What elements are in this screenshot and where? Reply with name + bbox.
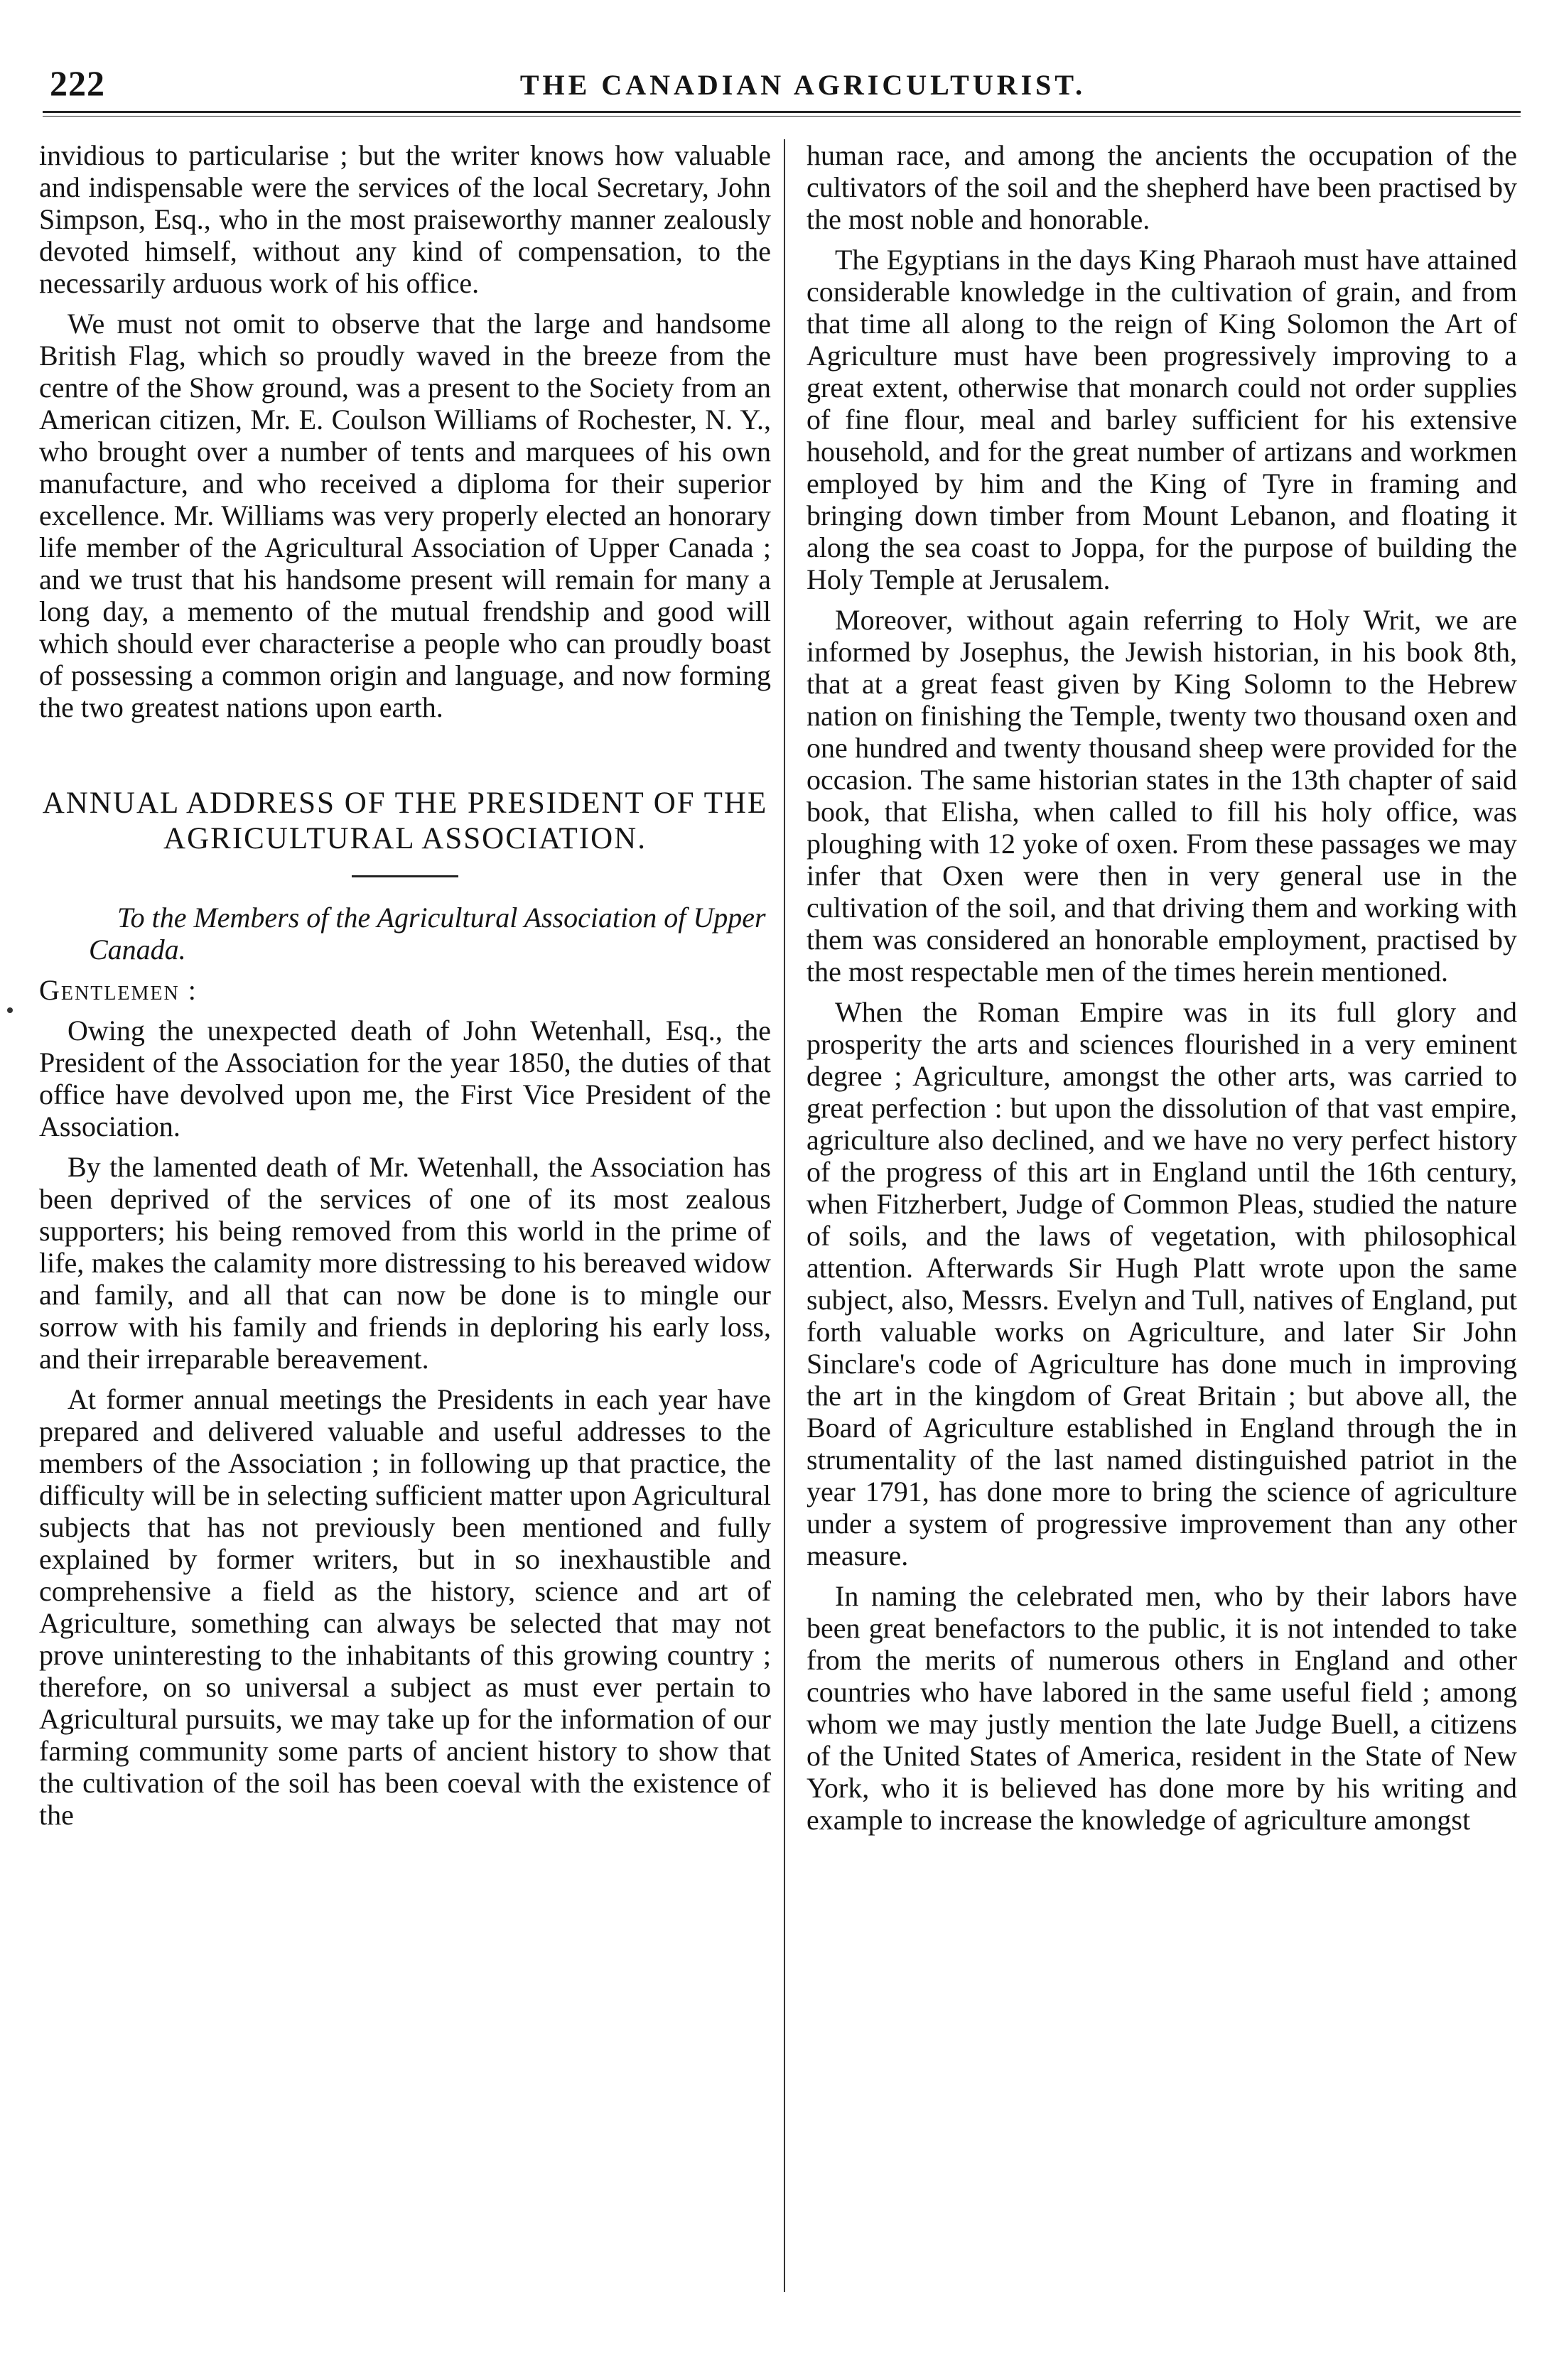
paragraph: By the lamented death of Mr. Wetenhall, the Association has been deprived of the services of one of its most zealous supporters; his being removed from this world in the prime of life, makes the calamity more distressing to his bereaved widow and family, and all that can now be done is to mingle our sorrow with his family and friends in deploring his early loss, and their irreparable bereavement. xyxy=(39,1151,771,1375)
page-number: 222 xyxy=(50,63,105,103)
journal-title: THE CANADIAN AGRICULTURIST. xyxy=(519,69,1086,101)
heading-rule xyxy=(352,875,458,877)
paragraph: The Egyptians in the days King Pharaoh must have attained considerable knowledge in the cultivation of grain, and from that time all along to the reign of King Solomon the Art of Agriculture must have been progressively improving to a great extent, otherwise that monarch could not order supplies of fine flour, meal and barley sufficient for his extensive household, and for the great number of artizans and workmen employed by him and the King of Tyre in framing and bringing down timber from Mount Lebanon, and floating it along the sea coast to Joppa, for the purpose of building the Holy Temple at Jerusalem. xyxy=(807,244,1517,595)
paragraph: In naming the celebrated men, who by their labors have been great benefactors to the public, it is not intended to take from the merits of numerous others in England and other countries who have labored in the same useful field ; among whom we may justly mention the late Judge Buell, a citizens of the United States of America, resident in the State of New York, who it is believed has done more by his writing and example to increase the knowledge of agriculture amongst xyxy=(807,1580,1517,1836)
paragraph: We must not omit to observe that the large and handsome British Flag, which so proudly waved in the breeze from the centre of the Show ground, was a present to the Society from an American citizen, Mr. E. Coulson Williams of Rochester, N. Y., who brought over a number of tents and marquees of his own manufacture, and who received a diploma for their superior excellence. Mr. Williams was very properly elected an honorary life member of the Agricultural Association of Upper Canada ; and we trust that his handsome present will remain for many a long day, a memento of the mutual frendship and good will which should ever characterise a people who can proudly boast of possessing a common origin and language, and now forming the two greatest nations upon earth. xyxy=(39,308,771,723)
address-line: To the Members of the Agricultural Association of Upper Canada. xyxy=(89,902,766,965)
margin-mark xyxy=(7,1007,13,1013)
right-column xyxy=(807,139,1517,2342)
article-heading: ANNUAL ADDRESS OF THE PRESIDENT OF THE AGRICULTURAL ASSOCIATION. xyxy=(42,786,768,855)
paragraph: Moreover, without again referring to Holy Writ, we are informed by Josephus, the Jewish historian, in his book 8th, that at a great feast given by King Solomn to the Hebrew nation on finishing the Temple, twenty two thousand oxen and one hundred and twenty thousand sheep were provided for the occasion. The same historian states in the 13th chapter of said book, that Elisha, when called to fill his holy office, was ploughing with 12 yoke of oxen. From these passages we may infer that Oxen were then in very general use in the cultivation of the soil, and that driving them and working with them was considered an honorable employment, practised by the most respectable men of the times herein mentioned. xyxy=(807,604,1517,988)
paragraph: invidious to particularise ; but the writer knows how valuable and indispensable were the services of the local Secretary, John Simpson, Esq., who in the most praiseworthy manner zealously devoted himself, without any kind of compensation, to the necessarily arduous work of his office. xyxy=(39,139,771,299)
paragraph: When the Roman Empire was in its full glory and prosperity the arts and sciences flourished in a very eminent degree ; Agriculture, amongst the other arts, was carried to great perfection : but upon the dissolution of that vast empire, agriculture also declined, and we have no very perfect history of the progress of this art in England until the 16th century, when Fitzherbert, Judge of Common Pleas, studied the nature of soils, and the laws of vegetation, with philosophical attention. Afterwards Sir Hugh Platt wrote upon the same subject, also, Messrs. Evelyn and Tull, natives of England, put forth valuable works on Agriculture, and later Sir John Sinclare's code of Agriculture has done much in improving the art in the kingdom of Great Britain ; but above all, the Board of Agriculture established in England through the in strumentality of the last named distinguished patriot in the year 1791, has done more to bring the science of agriculture under a system of progressive improvement than any other measure. xyxy=(807,996,1517,1572)
paragraph: Owing the unexpected death of John Wetenhall, Esq., the President of the Association for the year 1850, the duties of that office have devolved upon me, the First Vice President of the Association. xyxy=(39,1015,771,1142)
left-column xyxy=(39,139,771,2342)
column-divider xyxy=(784,139,785,2292)
salutation: Gentlemen : xyxy=(39,974,198,1006)
running-head xyxy=(50,63,1514,112)
header-rule xyxy=(43,111,1521,117)
paragraph: human race, and among the ancients the occupation of the cultivators of the soil and the shepherd have been practised by the most noble and honorable. xyxy=(807,139,1517,235)
paragraph: At former annual meetings the Presidents in each year have prepared and delivered valuable and useful addresses to the members of the Association ; in following up that practice, the difficulty will be in selecting sufficient matter upon Agricultural subjects that has not previously been mentioned and fully explained by former writers, but in so inexhaustible and comprehensive a field as the history, science and art of Agriculture, something can always be selected that may not prove uninteresting to the inhabitants of this growing country ; therefore, on so universal a subject as must ever pertain to Agricultural pursuits, we may take up for the information of our farming community some parts of ancient history to show that the cultivation of the soil has been coeval with the existence of the xyxy=(39,1383,771,1831)
